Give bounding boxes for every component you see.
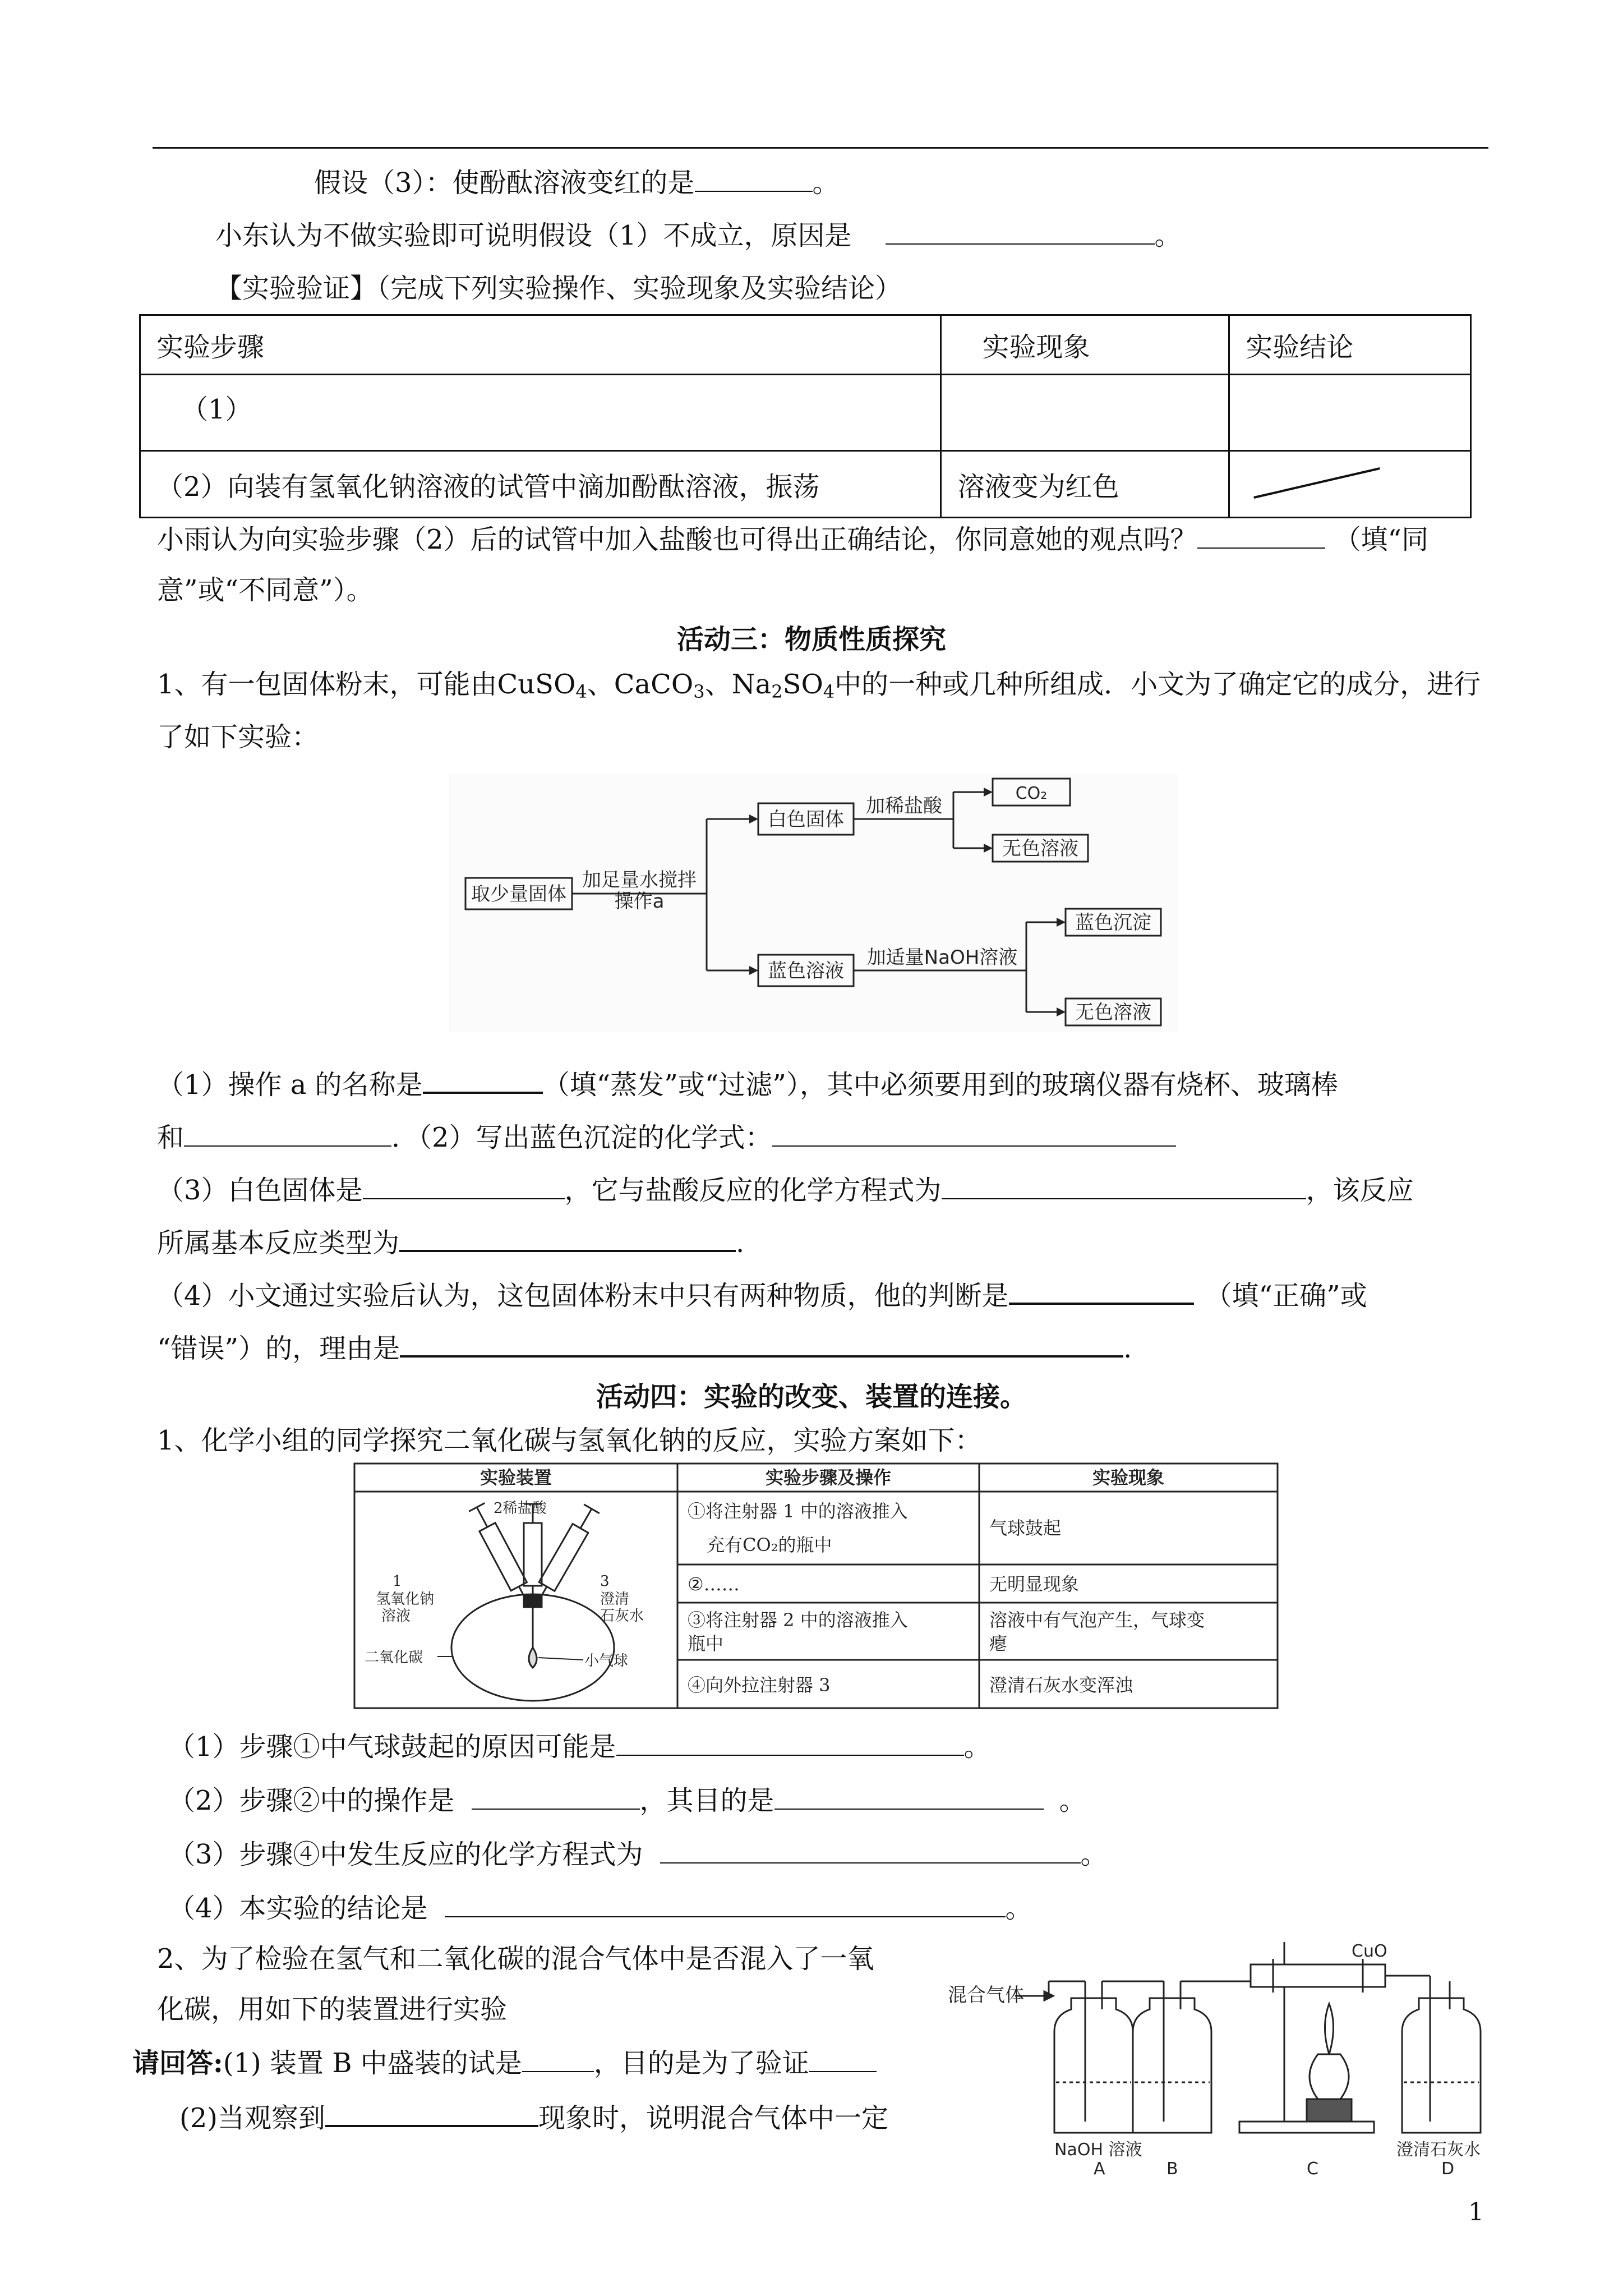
- answer-blank[interactable]: [1197, 521, 1325, 549]
- gas-apparatus-diagram: [948, 1942, 1509, 2178]
- bottle-a: [1054, 1981, 1133, 2133]
- co2-label: 二氧化碳: [365, 1649, 423, 1666]
- answer-blank[interactable]: [616, 1728, 964, 1756]
- flow-blue-ppt-label: 蓝色沉淀: [1075, 912, 1151, 934]
- hypothesis-3: 假设（3）：使酚酞溶液变红的是 。: [314, 164, 840, 201]
- header-cell: 实验结论: [1229, 315, 1471, 375]
- verify-heading: 【实验验证】（完成下列实验操作、实验现象及实验结论）: [215, 273, 902, 304]
- flow-op2-label: 操作a: [614, 890, 665, 913]
- step-1a: ①将注射器 1 中的溶液推入: [688, 1501, 908, 1522]
- activity3-p1-cont: 和 ．（2）写出蓝色沉淀的化学式：: [157, 1119, 1176, 1156]
- answer-blank[interactable]: [184, 1119, 391, 1147]
- alcohol-lamp: [1310, 2054, 1349, 2099]
- table-cell: （2）向装有氢氧化钠溶液的试管中滴加酚酞溶液，振荡: [140, 451, 941, 518]
- answer-blank[interactable]: [325, 2098, 538, 2127]
- flame: [1325, 2004, 1334, 2054]
- co2-naoh-experiment-table: [353, 1462, 1279, 1709]
- syringe-apparatus: [437, 1503, 614, 1701]
- answer-cell[interactable]: [1229, 375, 1471, 451]
- activity4-title: 活动四：实验的改变、装置的连接。: [596, 1381, 1027, 1412]
- xiaodong-question: 小东认为不做实验即可说明假设（1）不成立，原因是 。: [215, 217, 1182, 254]
- step-2: ②……: [688, 1573, 740, 1595]
- step-4: ④向外拉注射器 3: [688, 1674, 831, 1696]
- step-3a: ③将注射器 2 中的溶液推入: [688, 1609, 908, 1631]
- answer-blank[interactable]: [886, 217, 1155, 245]
- limewater-label: 澄清石灰水: [1396, 2140, 1481, 2160]
- bottle-b: [1133, 1981, 1211, 2133]
- activity4-q2: 2、为了检验在氢气和二氧化碳的混合气体中是否混入了一氧: [157, 1943, 874, 1975]
- header-cell: 实验现象: [941, 315, 1229, 375]
- label-b: B: [1166, 2159, 1178, 2178]
- header-rule: [153, 147, 1488, 149]
- activity3-p4-cont: “错误”）的，理由是 .: [157, 1328, 1132, 1366]
- xiaoyu-question: 小雨认为向实验步骤（2）后的试管中加入盐酸也可得出正确结论，你同意她的观点吗？ （填“同: [157, 521, 1428, 558]
- page-number: 1: [1468, 2198, 1484, 2226]
- activity4-a3: （3）步骤④中发生反应的化学方程式为 。: [168, 1835, 1108, 1872]
- flow-blue-solution-label: 蓝色溶液: [768, 960, 844, 982]
- activity3-title: 活动三：物质性质探究: [676, 624, 946, 655]
- flow-colorless2-label: 无色溶液: [1075, 1001, 1151, 1024]
- naoh-label-2: 溶液: [381, 1608, 411, 1625]
- answer-blank[interactable]: [809, 2044, 877, 2072]
- syringe-1: [469, 1503, 534, 1605]
- step-3b: 瓶中: [688, 1633, 724, 1654]
- syringe-2: [524, 1504, 542, 1603]
- mixed-gas-label: 混合气体: [948, 1984, 1024, 2007]
- activity3-p3: （3）白色固体是 ，它与盐酸反应的化学方程式为 ，该反应: [157, 1171, 1414, 1208]
- table2-header-apparatus: 实验装置: [479, 1467, 552, 1488]
- flow-op-label: 加足量水搅拌: [582, 869, 697, 891]
- answer-blank[interactable]: [774, 1782, 1044, 1810]
- table-cell: 溶液变为红色: [941, 451, 1229, 518]
- table-row: [140, 451, 1471, 518]
- activity4-q2-p2: (2)当观察到 现象时，说明混合气体中一定: [179, 2098, 888, 2136]
- syringe-1-label: 1: [393, 1573, 402, 1590]
- table2-header-steps: 实验步骤及操作: [765, 1467, 892, 1488]
- combustion-tube-c: [1239, 1942, 1385, 2133]
- activity4-q2-p1: 请回答:(1) 装置 B 中盛装的试是 ，目的是为了验证: [132, 2044, 877, 2081]
- activity4-q2-cont: 化碳，用如下的装置进行实验: [157, 1994, 508, 2025]
- answer-blank[interactable]: [942, 1171, 1306, 1199]
- answer-cell[interactable]: [941, 375, 1229, 451]
- activity4-a1: （1）步骤①中气球鼓起的原因可能是 。: [168, 1728, 991, 1765]
- label-c: C: [1307, 2159, 1318, 2178]
- answer-blank[interactable]: [400, 1328, 1123, 1358]
- phenomenon-1: 气球鼓起: [989, 1517, 1062, 1539]
- label-a: A: [1094, 2159, 1105, 2178]
- diagonal-slash: [1230, 452, 1470, 510]
- activity3-p4: （4）小文通过实验后认为，这包固体粉末中只有两种物质，他的判断是 （填“正确”或: [157, 1276, 1367, 1314]
- activity3-q1-cont: 了如下实验：: [157, 721, 319, 753]
- lime-label-2: 石灰水: [600, 1608, 644, 1625]
- phenomenon-3a: 溶液中有气泡产生，气球变: [989, 1609, 1205, 1631]
- xiaoyu-question-cont: 意”或“不同意”）。: [157, 574, 374, 606]
- answer-blank[interactable]: [695, 164, 813, 192]
- hcl-label: 2稀盐酸: [494, 1500, 547, 1517]
- activity4-a2: （2）步骤②中的操作是 ，其目的是 。: [168, 1782, 1086, 1819]
- activity3-p1: （1）操作 a 的名称是 （填“蒸发”或“过滤”），其中必须要用到的玻璃仪器有烧杯、玻璃棒: [157, 1065, 1338, 1103]
- phenomenon-4: 澄清石灰水变浑浊: [989, 1674, 1133, 1696]
- cuo-label: CuO: [1352, 1942, 1387, 1961]
- label-d: D: [1441, 2159, 1455, 2178]
- lime-label-1: 澄清: [600, 1591, 630, 1608]
- bottle-d: [1402, 1981, 1481, 2133]
- flow-chart: [449, 774, 1178, 1032]
- answer-blank[interactable]: [772, 1119, 1176, 1147]
- syringe-3-label: 3: [600, 1573, 610, 1590]
- table-cell: （1）: [140, 375, 941, 451]
- phenomenon-3b: 瘪: [989, 1633, 1008, 1654]
- naoh-solution-label: NaOH 溶液: [1054, 2140, 1142, 2160]
- experiment-table: [139, 314, 1472, 518]
- flow-naoh-label: 加适量NaOH溶液: [866, 946, 1018, 969]
- slash-cell: [1229, 451, 1471, 518]
- activity3-q1: 1、有一包固体粉末，可能由CuSO$_4$、CaCO$_3$、$Na_2SO_4$中的一种或几种所组成．小文为了确定它的成分，进行: [157, 669, 1481, 702]
- answer-blank[interactable]: [472, 1782, 640, 1810]
- answer-blank[interactable]: [363, 1171, 565, 1199]
- naoh-label-1: 氢氧化钠: [376, 1591, 435, 1608]
- table-header-row: [140, 315, 1471, 375]
- flow-acid-label: 加稀盐酸: [866, 795, 942, 817]
- flow-start-label: 取少量固体: [471, 883, 566, 905]
- answer-blank[interactable]: [445, 1889, 1006, 1917]
- answer-blank[interactable]: [522, 2044, 594, 2072]
- answer-blank[interactable]: [399, 1223, 736, 1252]
- activity4-q1: 1、化学小组的同学探究二氧化碳与氢氧化钠的反应，实验方案如下：: [157, 1425, 982, 1456]
- small-balloon: [529, 1648, 537, 1668]
- answer-blank[interactable]: [423, 1065, 543, 1094]
- answer-blank[interactable]: [660, 1835, 1081, 1864]
- step-1b: 充有CO₂的瓶中: [707, 1534, 832, 1556]
- phenomenon-2: 无明显现象: [989, 1573, 1080, 1595]
- flow-co2-label: CO₂: [1015, 784, 1048, 803]
- activity3-p3-cont: 所属基本反应类型为 .: [157, 1223, 744, 1261]
- activity4-a4: （4）本实验的结论是 。: [168, 1889, 1032, 1926]
- table2-header-phenomena: 实验现象: [1092, 1467, 1165, 1488]
- flow-colorless1-label: 无色溶液: [1002, 838, 1078, 860]
- balloon-label: 小气球: [584, 1653, 629, 1669]
- answer-blank[interactable]: [1009, 1276, 1194, 1305]
- table-row: [140, 375, 1471, 451]
- header-cell: 实验步骤: [140, 315, 941, 375]
- flow-white-solid-label: 白色固体: [768, 808, 844, 831]
